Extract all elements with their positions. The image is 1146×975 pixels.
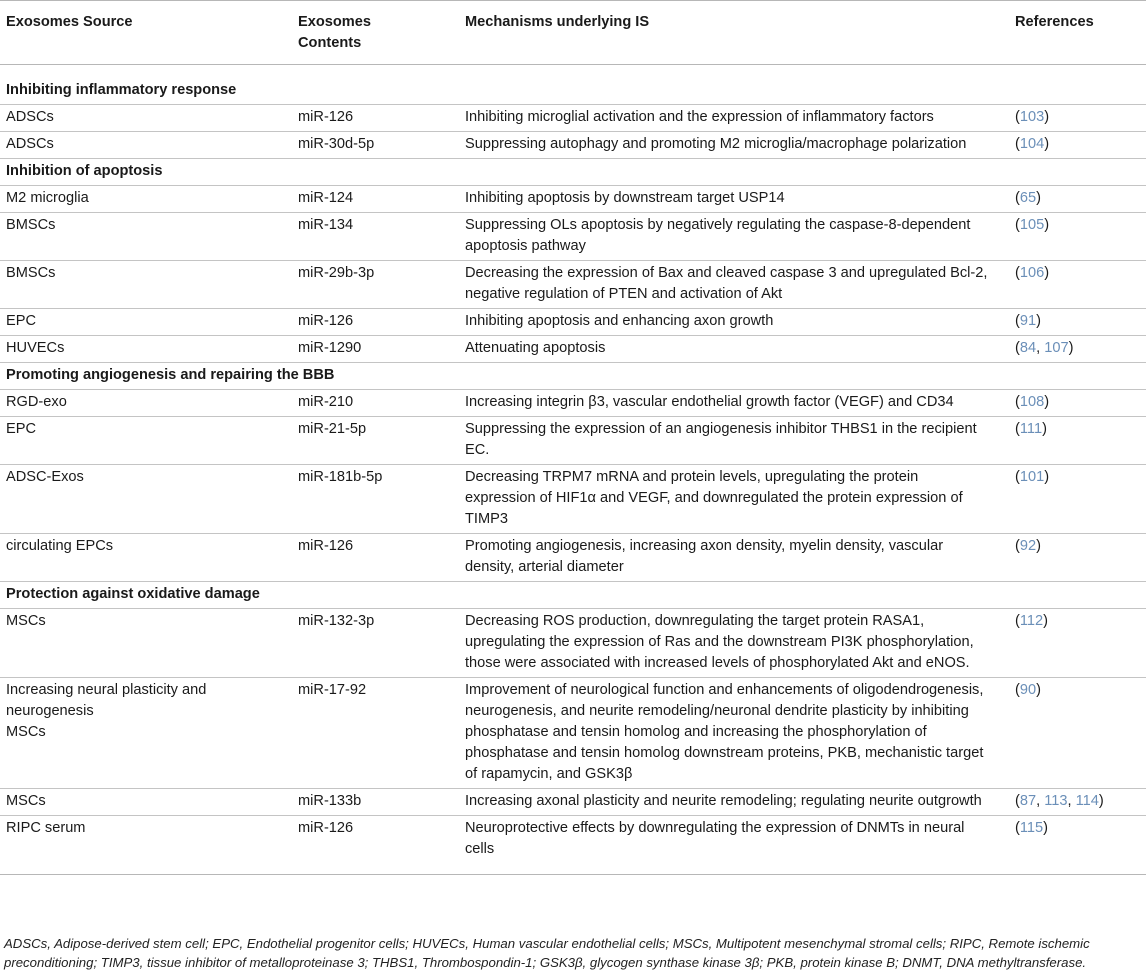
header-mechanisms: Mechanisms underlying IS (458, 1, 1008, 65)
cell-contents: miR-126 (292, 816, 458, 875)
section-title: Inhibiting inflammatory response (0, 65, 1146, 105)
cell-references (1008, 132, 1146, 159)
ref-paren: ( (1015, 313, 1020, 329)
reference-link[interactable]: 112 (1019, 613, 1044, 629)
table-row (0, 213, 1146, 261)
ref-paren: ( (1015, 394, 1020, 410)
section-title: Protection against oxidative damage (0, 582, 1146, 609)
cell-source: RIPC serum (0, 816, 292, 875)
table-row (0, 789, 1146, 816)
ref-paren: ( (1015, 421, 1020, 437)
ref-paren: ) (1036, 538, 1041, 554)
ref-paren: ( (1015, 265, 1020, 281)
cell-contents: miR-126 (292, 309, 458, 336)
reference-link[interactable]: 92 (1019, 538, 1037, 554)
table-footnote: ADSCs, Adipose-derived stem cell; EPC, Endothelial progenitor cells; HUVECs, Human vascular endothelial cells; MSCs, Multipotent mesenchymal stromal cells; RIPC, Remote ischemic preconditioning; TIMP3, tissue inhibitor of metalloproteinase 3; THBS1, Thrombospondin-1; GSK3β, glycogen synthase kinase 3β; PKB, protein kinase B; DNMT, DNA methyltransferase. (4, 936, 1090, 970)
table-row (0, 534, 1146, 582)
cell-contents: miR-210 (292, 390, 458, 417)
reference-link[interactable]: 104 (1019, 136, 1045, 152)
cell-contents: miR-132-3p (292, 609, 458, 678)
table-body (0, 65, 1146, 875)
ref-paren: ( (1015, 682, 1020, 698)
ref-paren: ) (1043, 820, 1049, 836)
cell-contents: miR-21-5p (292, 417, 458, 465)
table-header-row (0, 1, 1146, 65)
ref-paren: ( (1015, 469, 1020, 485)
reference-link[interactable]: 101 (1019, 469, 1045, 485)
cell-mechanism: Suppressing autophagy and promoting M2 microglia/macrophage polarization (458, 132, 1008, 159)
cell-source-line: Increasing neural plasticity and (6, 682, 207, 698)
cell-references (1008, 336, 1146, 363)
reference-link[interactable]: 106 (1019, 265, 1045, 281)
cell-mechanism: Neuroprotective effects by downregulating the expression of DNMTs in neural cells (458, 816, 1008, 875)
table-row (0, 465, 1146, 534)
ref-paren: ) (1036, 190, 1041, 206)
table-row (0, 816, 1146, 875)
cell-source: EPC (0, 309, 292, 336)
header-contents (292, 1, 458, 65)
cell-source: RGD-exo (0, 390, 292, 417)
cell-contents: miR-134 (292, 213, 458, 261)
section-title: Inhibition of apoptosis (0, 159, 1146, 186)
ref-paren: ( (1015, 793, 1020, 809)
table-row (0, 678, 1146, 789)
header-source: Exosomes Source (0, 1, 292, 65)
ref-paren: ( (1015, 217, 1020, 233)
cell-references (1008, 465, 1146, 534)
cell-references (1008, 789, 1146, 816)
reference-link[interactable]: 108 (1019, 394, 1045, 410)
section-header-row (0, 159, 1146, 186)
cell-references (1008, 390, 1146, 417)
cell-source: BMSCs (0, 213, 292, 261)
cell-contents: miR-133b (292, 789, 458, 816)
table-row (0, 390, 1146, 417)
section-title: Promoting angiogenesis and repairing the BBB (0, 363, 1146, 390)
ref-paren: ) (1036, 682, 1041, 698)
ref-paren: ) (1036, 313, 1041, 329)
ref-sep: , (1036, 793, 1045, 809)
table-row (0, 105, 1146, 132)
cell-mechanism: Inhibiting apoptosis by downstream target USP14 (458, 186, 1008, 213)
ref-paren: ) (1044, 109, 1050, 125)
cell-mechanism: Decreasing the expression of Bax and cleaved caspase 3 and upregulated Bcl-2, negative regulation of PTEN and activation of Akt (458, 261, 1008, 309)
table-row (0, 609, 1146, 678)
reference-link[interactable]: 115 (1019, 820, 1044, 836)
cell-mechanism: Improvement of neurological function and enhancements of oligodendrogenesis, neurogenesis, and neurite remodeling/neuronal dendrite plasticity by inhibiting phosphatase and tensin homolog and increasing the phosphorylation of phosphatase and tensin homolog downstream proteins, PKB, mechanistic target of rapamycin, and GSK3β (458, 678, 1008, 789)
cell-mechanism: Inhibiting apoptosis and enhancing axon growth (458, 309, 1008, 336)
cell-references (1008, 417, 1146, 465)
cell-contents: miR-126 (292, 105, 458, 132)
cell-source: circulating EPCs (0, 534, 292, 582)
cell-mechanism: Inhibiting microglial activation and the expression of inflammatory factors (458, 105, 1008, 132)
header-contents-label: Exosomes Contents (298, 14, 372, 51)
cell-contents: miR-30d-5p (292, 132, 458, 159)
cell-contents: miR-181b-5p (292, 465, 458, 534)
cell-contents: miR-126 (292, 534, 458, 582)
ref-sep: , (1067, 793, 1076, 809)
cell-source: HUVECs (0, 336, 292, 363)
reference-link[interactable]: 87 (1019, 793, 1037, 809)
table-row (0, 261, 1146, 309)
cell-mechanism: Increasing integrin β3, vascular endothelial growth factor (VEGF) and CD34 (458, 390, 1008, 417)
table-row (0, 309, 1146, 336)
ref-paren: ) (1068, 340, 1074, 356)
cell-source (0, 678, 292, 789)
ref-paren: ) (1042, 421, 1047, 437)
table-row (0, 186, 1146, 213)
ref-paren: ) (1098, 793, 1104, 809)
ref-paren: ( (1015, 190, 1020, 206)
cell-source: ADSC-Exos (0, 465, 292, 534)
reference-link[interactable]: 65 (1019, 190, 1037, 206)
ref-paren: ( (1015, 820, 1020, 836)
ref-paren: ( (1015, 109, 1020, 125)
ref-paren: ) (1044, 217, 1050, 233)
cell-source: MSCs (0, 609, 292, 678)
ref-paren: ) (1044, 136, 1050, 152)
reference-link[interactable]: 107 (1044, 340, 1069, 356)
cell-mechanism: Decreasing ROS production, downregulating the target protein RASA1, upregulating the expression of Ras and the downstream PI3K phosphorylation, those were associated with increased levels of phosphorylated Akt and eNOS. (458, 609, 1008, 678)
table-row (0, 417, 1146, 465)
cell-contents: miR-29b-3p (292, 261, 458, 309)
ref-paren: ( (1015, 613, 1020, 629)
cell-mechanism: Suppressing the expression of an angiogenesis inhibitor THBS1 in the recipient EC. (458, 417, 1008, 465)
cell-references (1008, 309, 1146, 336)
reference-link[interactable]: 91 (1019, 313, 1037, 329)
cell-references (1008, 609, 1146, 678)
ref-paren: ) (1043, 613, 1049, 629)
cell-references (1008, 213, 1146, 261)
section-header-row (0, 363, 1146, 390)
ref-sep: , (1036, 340, 1045, 356)
cell-references (1008, 186, 1146, 213)
cell-mechanism: Attenuating apoptosis (458, 336, 1008, 363)
cell-source: ADSCs (0, 105, 292, 132)
cell-references (1008, 678, 1146, 789)
cell-mechanism: Promoting angiogenesis, increasing axon density, myelin density, vascular density, arterial diameter (458, 534, 1008, 582)
cell-source: MSCs (0, 789, 292, 816)
reference-link[interactable]: 105 (1019, 217, 1045, 233)
ref-paren: ( (1015, 340, 1020, 356)
cell-source-line: neurogenesis (6, 703, 94, 719)
section-header-row (0, 582, 1146, 609)
section-header-row (0, 65, 1146, 105)
ref-paren: ( (1015, 538, 1020, 554)
reference-link[interactable]: 103 (1019, 109, 1045, 125)
reference-link[interactable]: 113 (1044, 793, 1068, 809)
cell-references (1008, 105, 1146, 132)
cell-references (1008, 816, 1146, 875)
cell-mechanism: Suppressing OLs apoptosis by negatively regulating the caspase-8-dependent apoptosis pathway (458, 213, 1008, 261)
ref-paren: ( (1015, 136, 1020, 152)
cell-source: BMSCs (0, 261, 292, 309)
cell-contents: miR-17-92 (292, 678, 458, 789)
cell-references (1008, 534, 1146, 582)
cell-contents: miR-1290 (292, 336, 458, 363)
cell-source-line: MSCs (6, 724, 46, 740)
header-references: References (1008, 1, 1146, 65)
cell-source: EPC (0, 417, 292, 465)
table-row (0, 336, 1146, 363)
ref-paren: ) (1044, 265, 1050, 281)
cell-mechanism: Increasing axonal plasticity and neurite remodeling; regulating neurite outgrowth (458, 789, 1008, 816)
reference-link[interactable]: 111 (1019, 421, 1043, 437)
cell-source: M2 microglia (0, 186, 292, 213)
cell-mechanism: Decreasing TRPM7 mRNA and protein levels, upregulating the protein expression of HIF1α and VEGF, and downregulated the protein expression of TIMP3 (458, 465, 1008, 534)
cell-references (1008, 261, 1146, 309)
cell-contents: miR-124 (292, 186, 458, 213)
reference-link[interactable]: 90 (1019, 682, 1037, 698)
ref-paren: ) (1044, 469, 1050, 485)
reference-link[interactable]: 84 (1019, 340, 1037, 356)
ref-paren: ) (1044, 394, 1050, 410)
table-row (0, 132, 1146, 159)
cell-source: ADSCs (0, 132, 292, 159)
reference-link[interactable]: 114 (1075, 793, 1099, 809)
